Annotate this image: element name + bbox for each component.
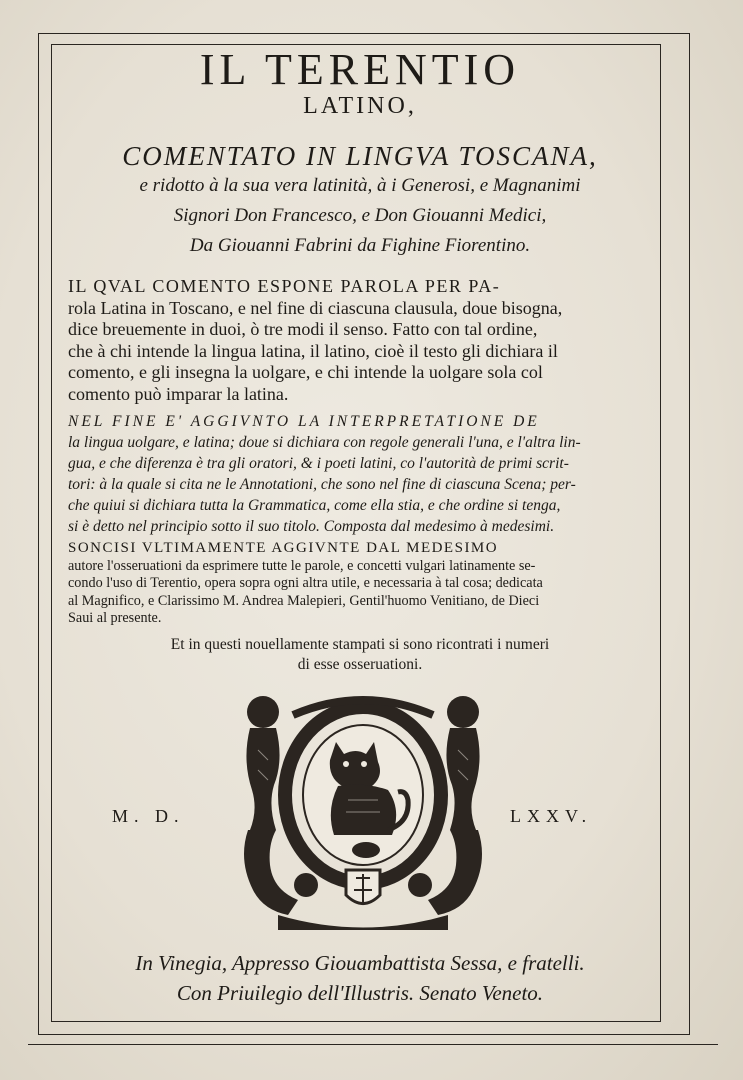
paragraph-line: condo l'uso di Terentio, opera sopra ogni altra utile, e necessaria à tal cosa; dedicata <box>68 575 543 591</box>
paragraph-line: comento può imparar la latina. <box>68 383 289 404</box>
bottom-rule <box>28 1044 718 1045</box>
paragraph-line: Saui al presente. <box>68 610 162 626</box>
imprint-line: In Vinegia, Appresso Giouambattista Sessa, e fratelli. <box>135 951 585 975</box>
dedication-line: Da Giouanni Fabrini da Fighine Fiorentino. <box>189 235 531 256</box>
paragraph-line: autore l'osseruationi da esprimere tutte le parole, e concetti vulgari latinamente se- <box>68 557 536 574</box>
dedication-line: e ridotto à la sua vera latinità, à i Generosi, e Magnanimi <box>139 175 581 196</box>
date-left: M. D. <box>112 806 185 826</box>
book-subtitle: LATINO, <box>303 93 417 119</box>
book-title: IL TERENTIO <box>199 45 521 94</box>
nel-fine-paragraph <box>68 411 658 537</box>
paragraph-line: che à chi intende la lingua latina, il latino, cioè il testo gli dichiara il <box>68 340 558 361</box>
soncisi-paragraph <box>68 540 658 628</box>
qual-comento-paragraph <box>68 276 658 405</box>
paragraph-line: la lingua uolgare, e latina; doue si dichiara con regole generali l'una, e l'altra lin- <box>68 434 581 451</box>
paragraph-line: dice breuemente in duoi, ò tre modi il senso. Fatto con tal ordine, <box>68 319 538 339</box>
paragraph-line: al Magnifico, e Clarissimo M. Andrea Malepieri, Gentil'huomo Venitiano, de Dieci <box>68 592 540 609</box>
dedication-line: Signori Don Francesco, e Don Giouanni Medici, <box>173 205 547 226</box>
paragraph-line: SONCISI VLTIMAMENTE AGGIVNTE DAL MEDESIMO <box>68 540 499 556</box>
paragraph-line: tori: à la quale si cita ne le Annotationi, che sono nel fine di ciascuna Scena; per- <box>68 476 576 493</box>
paragraph-line: comento, e gli insegna la uolgare, e chi intende la uolgare sola col <box>68 362 543 382</box>
paragraph-line: che quiui si dichiara tutta la Grammatica, come ella stia, e che ordine si tenga, <box>68 497 561 514</box>
paragraph-line: rola Latina in Toscano, e nel fine di ciascuna clausula, doue bisogna, <box>68 297 563 318</box>
comentato-heading: COMENTATO IN LINGVA TOSCANA, <box>122 141 598 171</box>
paragraph-line: si è detto nel principio sotto il suo titolo. Composta dal medesimo à medesimi. <box>68 518 555 535</box>
privilege-line: Con Priuilegio dell'Illustris. Senato Veneto. <box>176 981 544 1005</box>
paragraph-line: IL QVAL COMENTO ESPONE PAROLA PER PA- <box>68 276 501 296</box>
nouellamente-note <box>60 635 660 675</box>
paragraph-line: gua, e che diferenza è tra gli oratori, & i poeti latini, co l'autorità de primi scrit- <box>68 455 569 472</box>
note-line: di esse osseruationi. <box>297 656 423 673</box>
printers-device-cat-emblem <box>238 690 488 940</box>
date-right: LXXV. <box>510 806 593 826</box>
paragraph-line: NEL FINE E' AGGIVNTO LA INTERPRETATIONE DE <box>68 413 540 430</box>
note-line: Et in questi nouellamente stampati si sono ricontrati i numeri <box>170 636 550 653</box>
